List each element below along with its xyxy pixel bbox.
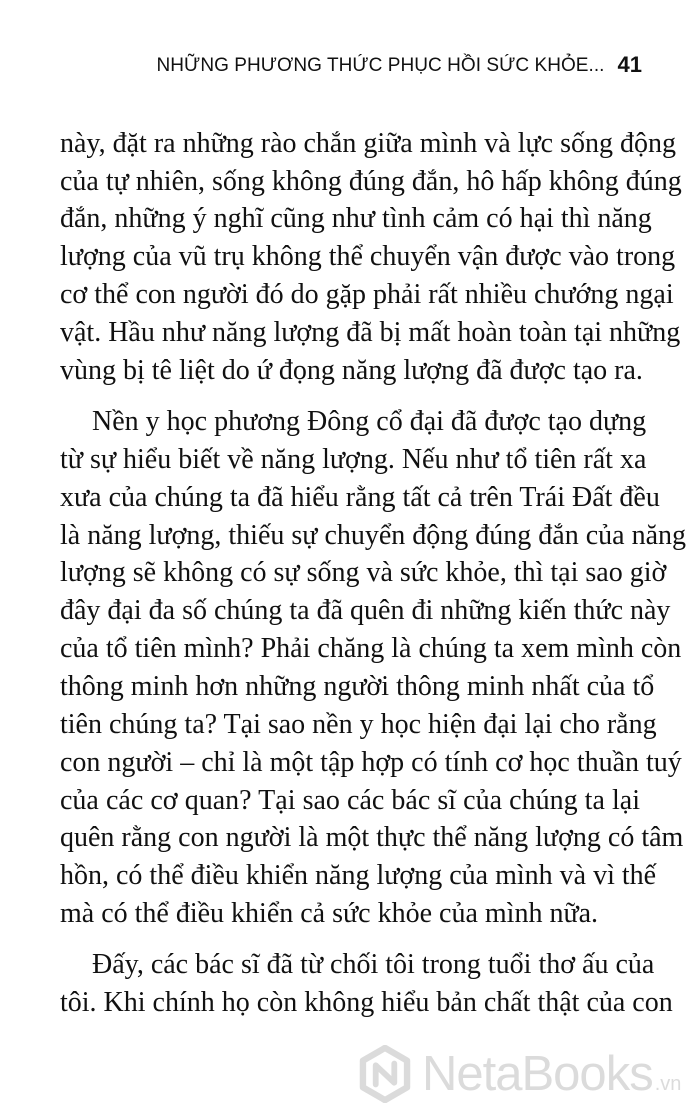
text-line: lượng sẽ không có sự sống và sức khỏe, thì tại sao giờ: [60, 557, 667, 588]
n-hexagon-logo-icon: [356, 1045, 414, 1103]
paragraph-start-line: Nền y học phương Đông cổ đại đã được tạo dựng: [92, 406, 647, 437]
watermark-domain: .vn: [654, 1073, 682, 1095]
text-line: xưa của chúng ta đã hiểu rằng tất cả trên Trái Đất đều: [60, 482, 660, 513]
paragraph-end-line: vùng bị tê liệt do ứ đọng năng lượng đã được tạo ra.: [60, 355, 643, 386]
running-title: NHỮNG PHƯƠNG THỨC PHỤC HỒI SỨC KHỎE...: [156, 54, 605, 76]
text-line: của tự nhiên, sống không đúng đắn, hô hấp không đúng: [60, 166, 682, 197]
paragraph-end-line: mà có thể điều khiển cả sức khỏe của mình nữa.: [60, 898, 599, 929]
page-number: 41: [617, 52, 642, 77]
text-line: từ sự hiểu biết về năng lượng. Nếu như tổ tiên rất xa: [60, 444, 647, 475]
text-line: hồn, có thể điều khiển năng lượng của mình và vì thế: [60, 860, 657, 891]
text-line: thông minh hơn những người thông minh nhất của tổ: [60, 671, 655, 702]
text-line: này, đặt ra những rào chắn giữa mình và lực sống động: [60, 128, 676, 159]
text-line: lượng của vũ trụ không thể chuyển vận được vào trong: [60, 241, 676, 272]
running-header: [156, 50, 642, 80]
netabooks-watermark: [356, 1043, 694, 1105]
text-line: đây đại đa số chúng ta đã quên đi những kiến thức này: [60, 595, 671, 626]
text-line: tiên chúng ta? Tại sao nền y học hiện đại lại cho rằng: [60, 709, 657, 740]
text-line: của các cơ quan? Tại sao các bác sĩ của chúng ta lại: [60, 785, 640, 816]
paragraph-start-line: Đấy, các bác sĩ đã từ chối tôi trong tuổi thơ ấu của: [92, 949, 655, 980]
text-line: cơ thể con người đó do gặp phải rất nhiều chướng ngại: [60, 279, 674, 310]
text-line: con người – chỉ là một tập hợp có tính cơ học thuần tuý: [60, 747, 682, 778]
watermark-brand: NetaBooks: [422, 1046, 653, 1101]
text-line: tôi. Khi chính họ còn không hiểu bản chất thật của con: [60, 987, 673, 1018]
text-line: đắn, những ý nghĩ cũng như tình cảm có hại thì năng: [60, 203, 652, 234]
text-line: quên rằng con người là một thực thể năng lượng có tâm: [60, 822, 684, 853]
text-line: vật. Hầu như năng lượng đã bị mất hoàn toàn tại những: [60, 317, 681, 348]
text-line: là năng lượng, thiếu sự chuyển động đúng đắn của năng: [60, 520, 687, 551]
text-line: của tổ tiên mình? Phải chăng là chúng ta xem mình còn: [60, 633, 682, 664]
